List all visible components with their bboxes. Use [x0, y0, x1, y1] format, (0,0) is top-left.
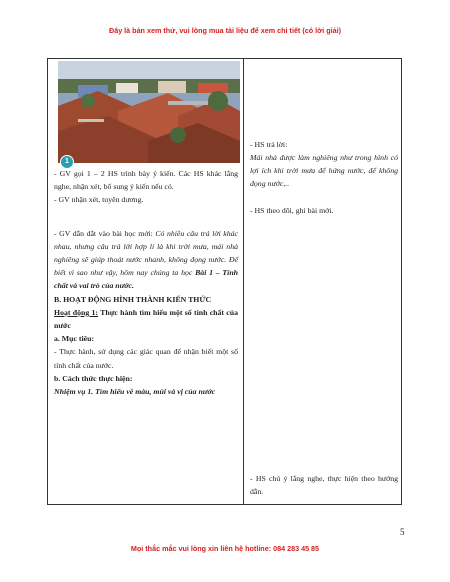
column-divider — [243, 59, 244, 504]
student-note: - HS theo dõi, ghi bài mới. — [250, 206, 334, 215]
activity-label: Hoạt động 1: — [54, 307, 99, 317]
rooftops-photo — [58, 61, 240, 163]
activity-title: Thực hành tìm hiểu một số tính chất của nước — [54, 307, 238, 331]
teacher-intro — [54, 227, 238, 293]
preview-banner: Đây là bản xem thử, vui lòng mua tài liệu để xem chi tiết (có lời giải) — [109, 26, 341, 35]
student-answer: Mái nhà được làm nghiêng như trong hình có lợi ích khi trời mưa để hứng nước, để không đọng nước,.. — [250, 153, 398, 189]
activity-heading — [54, 306, 238, 332]
teacher-step-2: - GV nhận xét, tuyên dương. — [54, 195, 144, 205]
intro-prefix: - GV dẫn dắt vào bài học mới: — [54, 228, 156, 238]
intro-italic: Có nhiều câu trả lời khác nhau, nhưng câu trả lời hợp lí là khi trời mưa, mái nhà nghiêng sẽ giúp thoát nước nhanh, không đọng nước. Để biết vì sao như vậy, hôm nay chúng ta học — [54, 228, 238, 278]
task-heading: Nhiệm vụ 1. Tìm hiểu về màu, mùi và vị của nước — [54, 387, 216, 397]
lesson-title: Bài 1 – Tính chất và vai trò của nước. — [54, 268, 239, 291]
lesson-table — [47, 58, 402, 505]
section-b-heading: B. HOẠT ĐỘNG HÌNH THÀNH KIẾN THỨC — [54, 294, 212, 304]
student-follow: - HS chú ý lắng nghe, thực hiện theo hướng dẫn. — [250, 474, 398, 497]
figure-number-badge: 1 — [60, 155, 74, 169]
method-heading: b. Cách thức thực hiện: — [54, 373, 133, 383]
goal-text: - Thực hành, sử dụng các giác quan để nhận biết một số tính chất của nước. — [54, 347, 238, 370]
page-number: 5 — [400, 527, 405, 537]
student-answer-label: - HS trả lời: — [250, 140, 288, 149]
hotline-banner: Mọi thắc mắc vui lòng xin liên hệ hotline: 084 283 45 85 — [130, 544, 320, 553]
goal-heading: a. Mục tiêu: — [54, 334, 95, 344]
teacher-step-1: - GV gọi 1 – 2 HS trình bày ý kiến. Các HS khác lắng nghe, nhận xét, bổ sung ý kiến nếu có. — [54, 169, 238, 192]
